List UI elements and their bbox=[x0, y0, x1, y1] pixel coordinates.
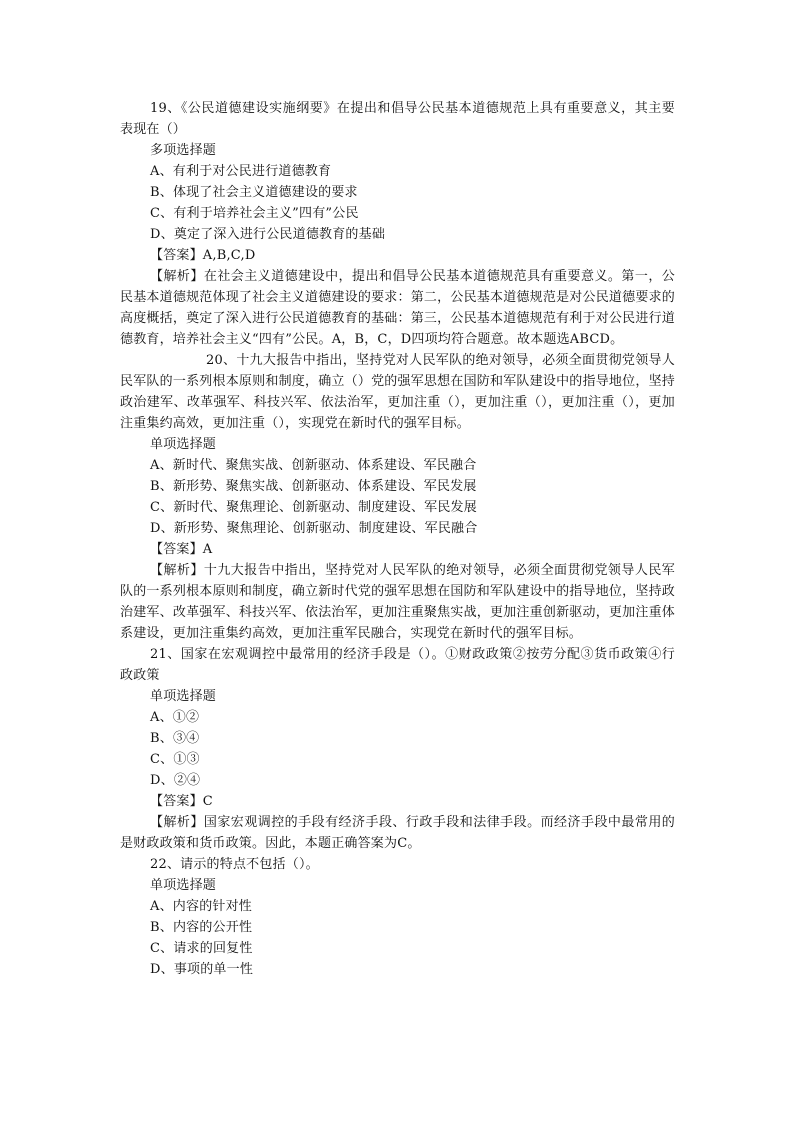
question-21 bbox=[120, 644, 675, 854]
option-a: A、有利于对公民进行道德教育 bbox=[150, 164, 332, 179]
option-b: B、新形势、聚焦实战、创新驱动、体系建设、军民发展 bbox=[150, 479, 477, 494]
option-d: D、新形势、聚焦理论、创新驱动、制度建设、军民融合 bbox=[150, 521, 478, 536]
option-c: C、请求的回复性 bbox=[150, 941, 253, 956]
option-a: A、内容的针对性 bbox=[150, 899, 252, 914]
question-20 bbox=[120, 350, 675, 644]
answer: 【答案】A,B,C,D bbox=[150, 248, 256, 263]
option-c: C、有利于培养社会主义”四有”公民 bbox=[150, 206, 359, 221]
option-b: B、体现了社会主义道德建设的要求 bbox=[150, 185, 358, 200]
analysis: 【解析】国家宏观调控的手段有经济手段、行政手段和法律手段。而经济手段中最常用的是财政政策和货币政策。因此，本题正确答案为C。 bbox=[120, 815, 675, 851]
question-stem: 20、十九大报告中指出，坚持党对人民军队的绝对领导，必须全面贯彻党领导人民军队的一系列根本原则和制度，确立（）党的强军思想在国防和军队建设中的指导地位，坚持政治建军、改革强军、科技兴军、依法治军，更加注重（），更加注重（），更加注重（），更加注重集约高效，更加注重（），实现党在新时代的强军目标。 bbox=[120, 353, 675, 431]
question-type: 单项选择题 bbox=[150, 878, 217, 893]
option-c: C、①③ bbox=[150, 752, 200, 767]
answer: 【答案】A bbox=[150, 542, 213, 557]
option-a: A、新时代、聚焦实战、创新驱动、体系建设、军民融合 bbox=[150, 458, 477, 473]
question-type: 多项选择题 bbox=[150, 143, 217, 158]
option-c: C、新时代、聚焦理论、创新驱动、制度建设、军民发展 bbox=[150, 500, 477, 515]
question-stem: 21、国家在宏观调控中最常用的经济手段是（）。①财政政策②按劳分配③货币政策④行政政策 bbox=[120, 647, 675, 683]
option-b: B、内容的公开性 bbox=[150, 920, 253, 935]
option-d: D、②④ bbox=[150, 773, 201, 788]
question-stem: 19、《公民道德建设实施纲要》在提出和倡导公民基本道德规范上具有重要意义，其主要表现在（） bbox=[120, 101, 675, 137]
option-d: D、奠定了深入进行公民道德教育的基础 bbox=[150, 227, 386, 242]
analysis: 【解析】十九大报告中指出，坚持党对人民军队的绝对领导，必须全面贯彻党领导人民军队的一系列根本原则和制度，确立新时代党的强军思想在国防和军队建设中的指导地位，坚持政治建军、改革强军、科技兴军、依法治军，更加注重聚焦实战，更加注重创新驱动，更加注重体系建设，更加注重集约高效，更加注重军民融合，实现党在新时代的强军目标。 bbox=[120, 563, 675, 641]
option-a: A、①② bbox=[150, 710, 200, 725]
answer: 【答案】C bbox=[150, 794, 213, 809]
question-22 bbox=[120, 854, 675, 980]
question-type: 单项选择题 bbox=[150, 437, 217, 452]
analysis: 【解析】在社会主义道德建设中，提出和倡导公民基本道德规范具有重要意义。第一，公民基本道德规范体现了社会主义道德建设的要求：第二，公民基本道德规范是对公民道德要求的高度概括，奠定了深入进行公民道德教育的基础：第三，公民基本道德规范有利于对公民进行道德教育，培养社会主义“四有”公民。A，B，C，D四项均符合题意。故本题选ABCD。 bbox=[120, 269, 675, 347]
option-b: B、③④ bbox=[150, 731, 200, 746]
question-stem: 22、请示的特点不包括（）。 bbox=[150, 857, 319, 872]
option-d: D、事项的单一性 bbox=[150, 962, 254, 977]
question-type: 单项选择题 bbox=[150, 689, 217, 704]
document-page bbox=[120, 98, 675, 980]
question-19 bbox=[120, 98, 675, 350]
